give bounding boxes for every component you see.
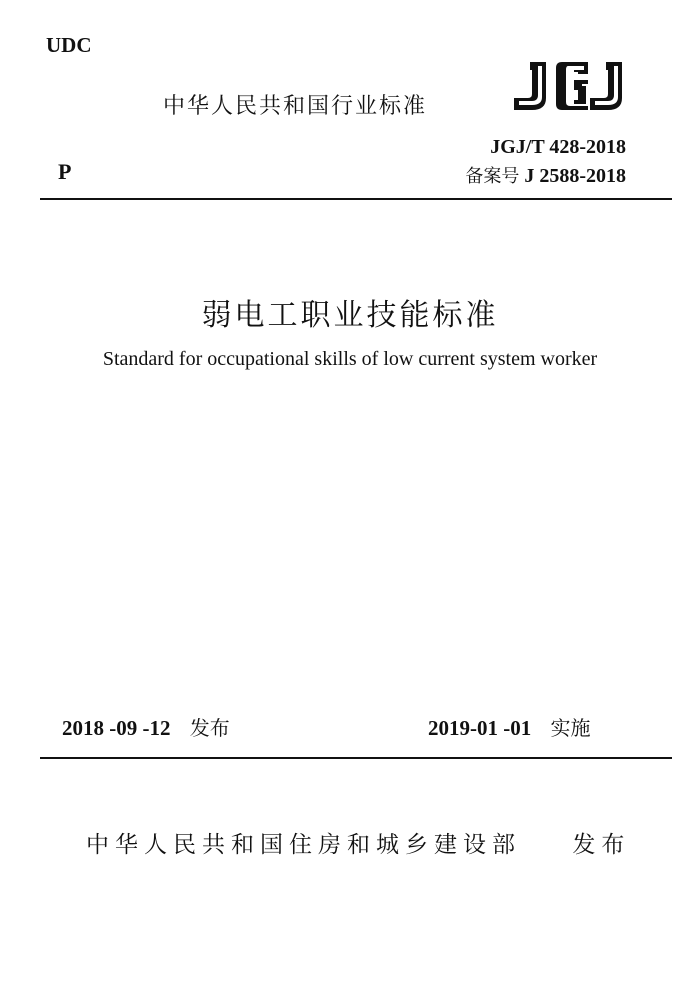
publisher-line bbox=[86, 826, 630, 859]
udc-label: UDC bbox=[46, 33, 92, 57]
record-number bbox=[465, 162, 626, 188]
top-divider bbox=[40, 198, 672, 200]
publisher-action: 发布 bbox=[572, 832, 631, 858]
record-value: J 2588-2018 bbox=[524, 165, 626, 187]
jgj-logo bbox=[508, 58, 626, 118]
title-chinese: 弱电工职业技能标准 bbox=[201, 298, 499, 333]
implement-date-line bbox=[428, 712, 591, 741]
publisher-name: 中华人民共和国住房和城乡建设部 bbox=[86, 832, 521, 858]
issue-date-line bbox=[62, 712, 230, 741]
issue-label: 发布 bbox=[189, 716, 230, 740]
record-label: 备案号 bbox=[465, 166, 520, 187]
bottom-divider bbox=[40, 757, 672, 759]
title-english: Standard for occupational skills of low current system worker bbox=[102, 348, 598, 370]
classification-code: P bbox=[58, 159, 72, 184]
implement-date: 2019-01 -01 bbox=[428, 716, 532, 740]
standard-series: 中华人民共和国行业标准 bbox=[163, 94, 428, 119]
implement-label: 实施 bbox=[550, 716, 591, 740]
standard-code: JGJ/T 428-2018 bbox=[490, 136, 626, 158]
issue-date: 2018 -09 -12 bbox=[62, 716, 171, 740]
